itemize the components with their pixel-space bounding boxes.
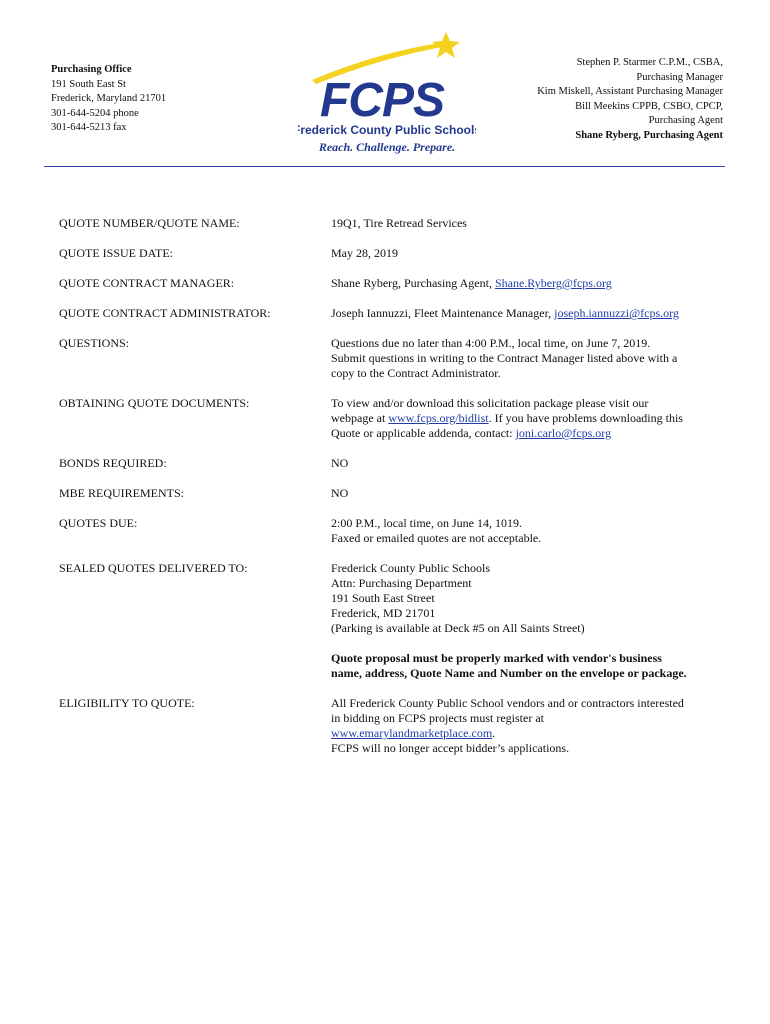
emaryland-link[interactable]: www.emarylandmarketplace.com (331, 726, 493, 740)
row-questions (59, 336, 719, 381)
label-mbe: MBE REQUIREMENTS: (59, 486, 185, 500)
questions-line-3: copy to the Contract Administrator. (331, 366, 501, 380)
row-quote-number (59, 216, 719, 231)
label-questions: QUESTIONS: (59, 336, 130, 350)
logo-name: Frederick County Public Schools (298, 123, 476, 137)
office-city: Frederick, Maryland 21701 (51, 93, 167, 105)
quote-details (59, 216, 719, 771)
staff-line-2: Purchasing Manager (636, 71, 723, 83)
label-quote-number: QUOTE NUMBER/QUOTE NAME: (59, 216, 240, 230)
office-address-block (51, 63, 166, 136)
documents-line-3-pre: Quote or applicable addenda, contact: (331, 426, 516, 440)
office-street: 191 South East St (51, 78, 126, 90)
row-mbe (59, 486, 719, 501)
label-documents: OBTAINING QUOTE DOCUMENTS: (59, 396, 250, 410)
quotes-due-line-2: Faxed or emailed quotes are not acceptable. (331, 531, 542, 545)
label-bonds: BONDS REQUIRED: (59, 456, 167, 470)
eligibility-line-2: in bidding on FCPS projects must register at (331, 711, 544, 725)
row-quotes-due (59, 516, 719, 546)
staff-line-3: Kim Miskell, Assistant Purchasing Manager (537, 86, 723, 98)
eligibility-line-3 (331, 726, 719, 741)
contract-manager-email-link[interactable]: Shane.Ryberg@fcps.org (494, 276, 612, 290)
fcps-logo (298, 30, 476, 155)
office-title: Purchasing Office (51, 64, 132, 75)
row-documents (59, 396, 719, 441)
label-contract-manager: QUOTE CONTRACT MANAGER: (59, 276, 235, 290)
staff-block (537, 56, 723, 144)
logo-tagline: Reach. Challenge. Prepare. (318, 140, 456, 154)
contract-admin-text: Joseph Iannuzzi, Fleet Maintenance Manager, (331, 306, 555, 320)
label-quotes-due: QUOTES DUE: (59, 516, 138, 530)
questions-line-2: Submit questions in writing to the Contract Manager listed above with a (331, 351, 678, 365)
row-contract-manager (59, 276, 719, 291)
documents-line-2 (331, 411, 719, 426)
sealed-line-2: Attn: Purchasing Department (331, 576, 472, 590)
notice-line-2: name, address, Quote Name and Number on the envelope or package. (331, 666, 687, 680)
documents-line-3 (331, 426, 719, 441)
row-sealed (59, 561, 719, 636)
staff-line-4: Bill Meekins CPPB, CSBO, CPCP, (575, 100, 723, 112)
contact-email-link[interactable]: joni.carlo@fcps.org (515, 426, 612, 440)
fcps-logo-graphic (298, 30, 476, 155)
value-documents (331, 396, 719, 441)
row-issue-date (59, 246, 719, 261)
value-contract-manager (331, 276, 719, 291)
row-contract-admin (59, 306, 719, 321)
value-issue-date: May 28, 2019 (331, 246, 398, 260)
documents-line-1: To view and/or download this solicitation package please visit our (331, 396, 649, 410)
label-issue-date: QUOTE ISSUE DATE: (59, 246, 173, 260)
sealed-line-1: Frederick County Public Schools (331, 561, 490, 575)
staff-line-5: Purchasing Agent (648, 115, 723, 127)
eligibility-link-post: . (492, 726, 496, 740)
staff-line-6: Shane Ryberg, Purchasing Agent (575, 129, 723, 141)
questions-line-1: Questions due no later than 4:00 P.M., local time, on June 7, 2019. (331, 336, 651, 350)
eligibility-line-1: All Frederick County Public School vendors and or contractors interested (331, 696, 684, 710)
value-quote-number: 19Q1, Tire Retread Services (331, 216, 467, 230)
quotes-due-line-1: 2:00 P.M., local time, on June 14, 1019. (331, 516, 522, 530)
contract-manager-text: Shane Ryberg, Purchasing Agent, (331, 276, 495, 290)
value-eligibility (331, 696, 719, 756)
value-mbe: NO (331, 486, 349, 500)
logo-wordmark: FCPS (320, 74, 445, 127)
bidlist-link[interactable]: www.fcps.org/bidlist (388, 411, 489, 425)
documents-line-2-post: . If you have problems downloading this (488, 411, 683, 425)
sealed-line-5: (Parking is available at Deck #5 on All Saints Street) (331, 621, 585, 635)
office-fax: 301-644-5213 fax (51, 122, 127, 134)
label-eligibility: ELIGIBILITY TO QUOTE: (59, 696, 195, 710)
star-icon (432, 32, 460, 58)
label-sealed: SEALED QUOTES DELIVERED TO: (59, 561, 248, 575)
value-sealed (331, 561, 719, 636)
header-divider (44, 166, 725, 167)
value-questions (331, 336, 719, 381)
contract-admin-email-link[interactable]: joseph.iannuzzi@fcps.org (554, 306, 679, 320)
value-bonds: NO (331, 456, 349, 470)
envelope-notice (331, 651, 719, 681)
documents-line-2-pre: webpage at (331, 411, 389, 425)
value-quotes-due (331, 516, 719, 546)
office-phone: 301-644-5204 phone (51, 107, 139, 119)
row-notice (59, 651, 719, 681)
sealed-line-3: 191 South East Street (331, 591, 435, 605)
value-contract-admin (331, 306, 719, 321)
notice-line-1: Quote proposal must be properly marked with vendor's business (331, 651, 662, 665)
eligibility-line-4: FCPS will no longer accept bidder’s applications. (331, 741, 570, 755)
row-bonds (59, 456, 719, 471)
row-eligibility (59, 696, 719, 756)
label-contract-admin: QUOTE CONTRACT ADMINISTRATOR: (59, 306, 271, 320)
staff-line-1: Stephen P. Starmer C.P.M., CSBA, (576, 57, 723, 68)
sealed-line-4: Frederick, MD 21701 (331, 606, 436, 620)
